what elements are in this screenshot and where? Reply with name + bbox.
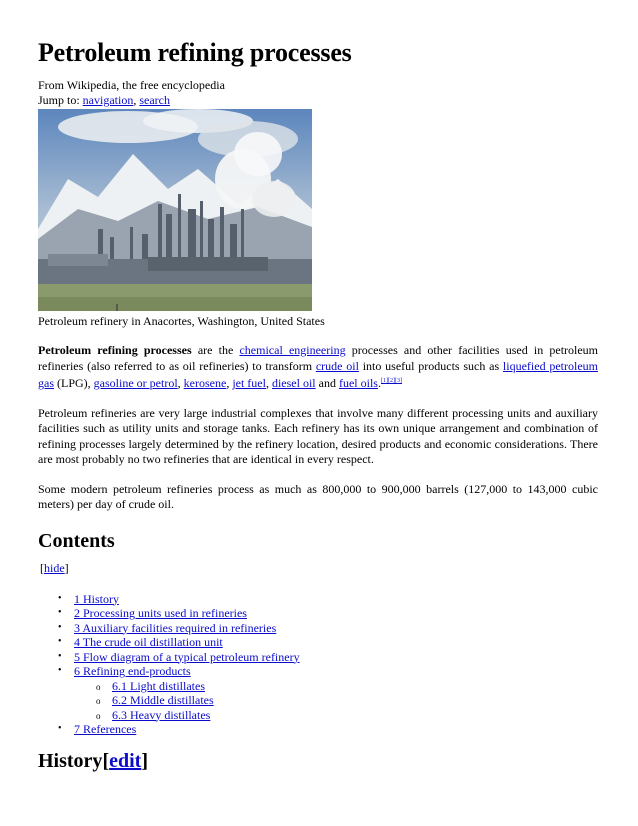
history-heading-text: History xyxy=(38,749,103,772)
text-run: processes and other facilities used in petroleum refineries (also referred to as oil refineries) to transform xyxy=(38,343,599,373)
refinery-photo-icon xyxy=(38,109,312,311)
toc-link-middle-distillates[interactable]: 6.2 Middle distillates xyxy=(112,693,214,707)
toc-item xyxy=(58,621,638,636)
text-run: . xyxy=(377,376,381,390)
toc-item xyxy=(58,722,638,737)
text-run: and xyxy=(315,376,339,390)
text-run: are the xyxy=(191,343,240,357)
contents-heading: Contents xyxy=(38,529,115,552)
jet-fuel-link[interactable]: jet fuel xyxy=(232,376,266,390)
text-run: (LPG), xyxy=(54,376,94,390)
jump-sep: , xyxy=(133,93,140,107)
bracket-open: [ xyxy=(102,749,110,772)
gasoline-link[interactable]: gasoline or petrol xyxy=(93,376,178,390)
image-caption: Petroleum refinery in Anacortes, Washington, United States xyxy=(38,314,325,328)
jump-prefix: Jump to: xyxy=(38,93,83,107)
history-heading xyxy=(38,749,638,773)
toc-link-heavy-distillates[interactable]: 6.3 Heavy distillates xyxy=(112,707,211,722)
lpg-link[interactable]: liquefied petroleum gas xyxy=(38,358,598,390)
fuel-oils-link[interactable]: fuel oils xyxy=(338,376,378,390)
reference-links[interactable]: [1][2][3] xyxy=(380,378,402,384)
kerosene-link[interactable]: kerosene xyxy=(183,376,227,390)
text-run: into useful products such as xyxy=(358,358,503,373)
history-edit-link[interactable]: edit xyxy=(109,749,142,772)
toc-subitem xyxy=(96,679,638,694)
toc-sublist xyxy=(74,679,638,723)
toc-item xyxy=(58,606,638,621)
toc-item xyxy=(58,592,638,607)
navigation-link[interactable]: navigation xyxy=(82,93,134,107)
text-run: , xyxy=(177,376,184,390)
toc-item xyxy=(58,650,638,665)
search-link[interactable]: search xyxy=(139,93,170,107)
page-title: Petroleum refining processes xyxy=(38,38,352,67)
capacity-paragraph: Some modern petroleum refineries process as much as 800,000 to 900,000 barrels (127,000 to 143,000 cubic meters) per day of crude oil. xyxy=(38,481,598,511)
jump-links xyxy=(38,93,638,108)
toc-link-history[interactable]: 1 History xyxy=(74,591,119,606)
bracket-close: ] xyxy=(64,560,69,575)
intro-bold-term: Petroleum refining processes xyxy=(38,343,192,357)
toc-link-processing-units[interactable]: 2 Processing units used in refineries xyxy=(74,606,247,620)
diesel-oil-link[interactable]: diesel oil xyxy=(271,376,316,390)
crude-oil-link[interactable]: crude oil xyxy=(315,358,359,373)
toc-link-flow-diagram[interactable]: 5 Flow diagram of a typical petroleum refinery xyxy=(74,649,300,664)
toc-toggle xyxy=(40,561,638,576)
intro-paragraph xyxy=(38,343,598,392)
table-of-contents xyxy=(38,592,638,737)
bracket-close: ] xyxy=(141,749,148,772)
source-line: From Wikipedia, the free encyclopedia xyxy=(38,78,225,92)
text-run: , xyxy=(226,376,233,390)
hide-toc-link[interactable]: hide xyxy=(44,560,65,575)
toc-link-auxiliary-facilities[interactable]: 3 Auxiliary facilities required in refineries xyxy=(74,620,277,635)
toc-link-refining-end-products[interactable]: 6 Refining end-products xyxy=(74,664,191,678)
toc-link-light-distillates[interactable]: 6.1 Light distillates xyxy=(112,678,205,693)
toc-link-references[interactable]: 7 References xyxy=(74,722,137,736)
toc-item xyxy=(58,664,638,722)
text-run: , xyxy=(265,376,272,390)
toc-subitem xyxy=(96,708,638,723)
toc-subitem xyxy=(96,693,638,708)
chemical-engineering-link[interactable]: chemical engineering xyxy=(239,343,346,357)
toc-item xyxy=(58,635,638,650)
bracket-open: [ xyxy=(40,560,44,575)
toc-link-crude-oil-distillation[interactable]: 4 The crude oil distillation unit xyxy=(74,635,223,649)
refineries-paragraph: Petroleum refineries are very large industrial complexes that involve many different processing units and auxiliary facilities such as utility units and storage tanks. Each refinery has its own unique arrangement and combination of refining processes largely determined by the refinery location, desired products and economic considerations. There are most probably no two refineries that are identical in every respect. xyxy=(38,405,598,466)
refinery-photo[interactable] xyxy=(38,109,312,311)
